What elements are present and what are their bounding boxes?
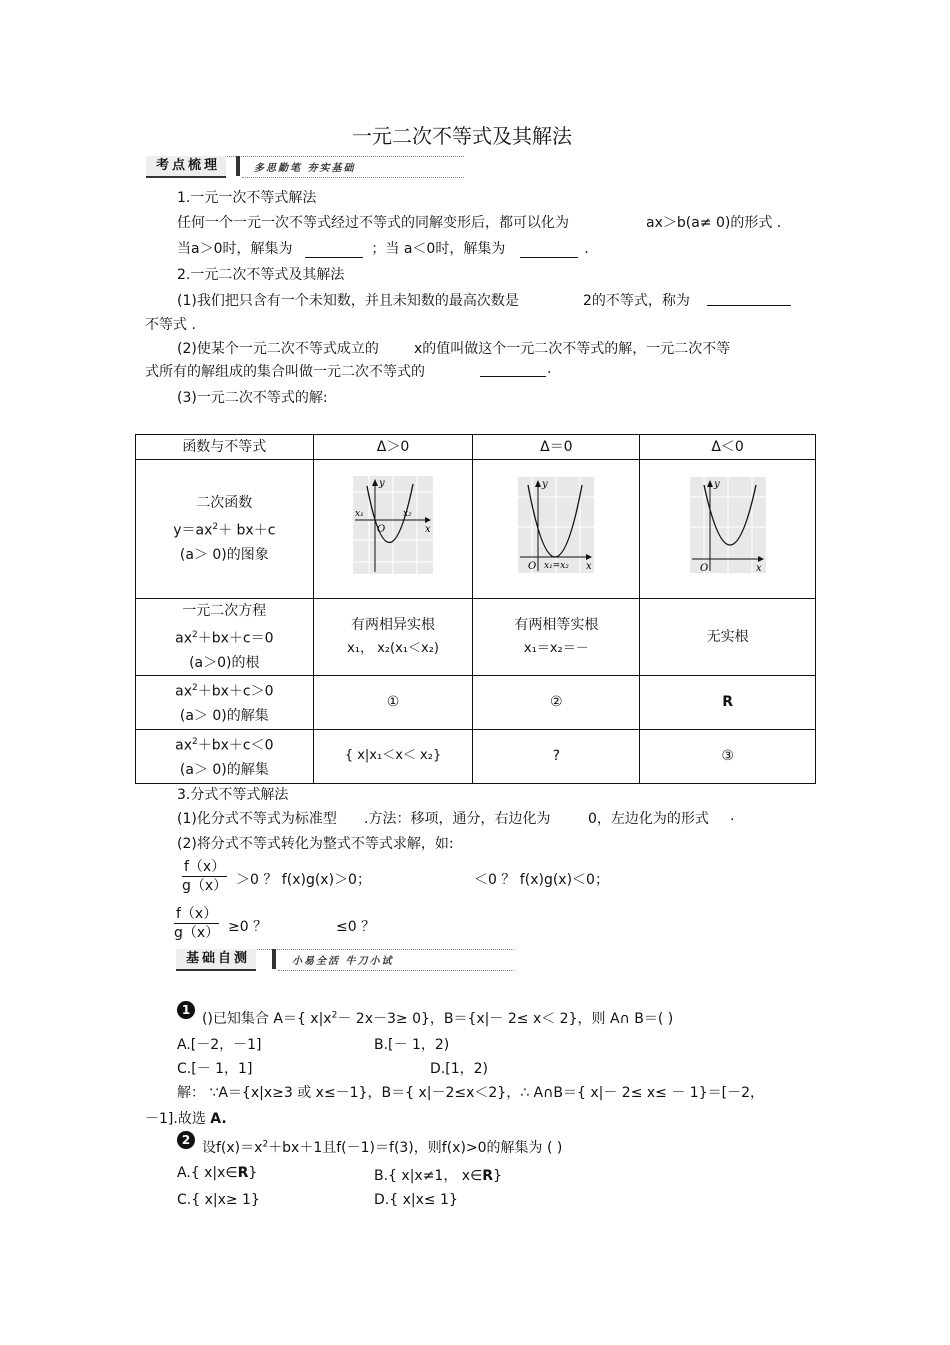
cell-line: (a＞ 0)的解集 xyxy=(179,761,269,778)
fraction-numerator: f（x） xyxy=(184,859,226,875)
q1-solution-line2 xyxy=(145,1108,227,1128)
s3-expr4: ≤0 ？ xyxy=(336,919,376,935)
q2-stem xyxy=(202,1137,562,1157)
table-cell-graph-zero xyxy=(473,460,640,599)
s2-p2c: 式所有的解组成的集合叫做一元二次不等式的 xyxy=(145,364,425,380)
s2-p2d: . xyxy=(547,361,552,377)
section-banner-jichu xyxy=(176,949,514,971)
table-cell-roots-zero xyxy=(473,599,640,676)
fraction-denominator: g（x） xyxy=(174,925,220,941)
table-cell-equation xyxy=(136,599,314,676)
parabola-graph-no-root xyxy=(690,477,766,573)
q2-stem-a: 设f(x)＝x xyxy=(202,1140,263,1156)
s1-line2-b: ；当 a＜0时，解集为 xyxy=(371,241,506,257)
s1-heading: 1.一元一次不等式解法 xyxy=(177,190,317,206)
q1-option-c: C.[－ 1，1] xyxy=(177,1061,253,1077)
s3-heading: 3.分式不等式解法 xyxy=(177,787,289,803)
cell-text: ＋bx＋c＝0 xyxy=(197,630,274,647)
fraction-fg xyxy=(174,905,219,942)
table-header-cell: Δ＝0 xyxy=(473,435,640,460)
banner-bottom-rule xyxy=(278,970,514,971)
table-header-cell: Δ＜0 xyxy=(640,435,816,460)
banner-subtitle: 小易全活 牛刀小试 xyxy=(292,956,394,967)
s1-line2-a: 当a＞0时，解集为 xyxy=(177,241,293,257)
s3-expr3: ≥0 ？ xyxy=(228,919,268,935)
cell-line: 有两相等实根 xyxy=(514,616,599,633)
fraction-numerator: f（x） xyxy=(176,906,218,922)
table-cell-gt xyxy=(136,675,314,729)
q2-option-text: } xyxy=(493,1168,502,1184)
table-cell-lt-pos: { x|x₁＜x＜ x₂} xyxy=(313,729,473,783)
cell-line: (a＞0)的根 xyxy=(189,654,260,671)
s2-p1c: 不等式 . xyxy=(145,317,196,333)
table-header-cell: Δ＞0 xyxy=(313,435,473,460)
q2-option-text: A.{ x|x∈ xyxy=(177,1165,238,1181)
graph-label-x2: x₂ xyxy=(403,509,412,519)
graph-label-y: y xyxy=(379,478,385,489)
page-title: 一元二次不等式及其解法 xyxy=(352,124,572,148)
table-row-gt xyxy=(136,675,816,729)
table-cell-graph-neg xyxy=(640,460,816,599)
banner-bar xyxy=(236,156,240,176)
s2-p1b: 2的不等式，称为 xyxy=(583,293,690,309)
cell-line: 二次函数 xyxy=(196,495,253,512)
q1-solution-text: －1].故选 xyxy=(145,1111,206,1127)
table-header-cell: 函数与不等式 xyxy=(136,435,314,460)
q2-option-text: B.{ x|x≠1， x∈ xyxy=(374,1168,483,1184)
cell-line xyxy=(136,515,313,543)
cell-line xyxy=(136,676,313,704)
s3-p1a: (1)化分式不等式为标准型 xyxy=(177,811,337,827)
parabola-graph-one-root xyxy=(518,477,594,573)
cell-line: x₁， x₂(x₁＜x₂) xyxy=(347,640,439,656)
q1-option-d: D.[1，2) xyxy=(430,1061,488,1077)
q2-option-bold: R xyxy=(237,1165,249,1181)
fraction-denominator: g（x） xyxy=(182,878,228,894)
table-row-lt xyxy=(136,729,816,783)
question-number-badge: 2 xyxy=(177,1131,195,1149)
graph-label-x1x2: x₁=x₂ xyxy=(544,561,570,571)
table-cell-lt xyxy=(136,729,314,783)
s2-p2b: x的值叫做这个一元二次不等式的解，一元二次不等 xyxy=(414,341,731,357)
cell-text: ＋bx＋c＞0 xyxy=(197,683,274,700)
superscript: 2 xyxy=(212,522,219,533)
graph-label-x: x xyxy=(586,561,592,572)
graph-label-o: O xyxy=(377,524,386,535)
s3-p2: (2)将分式不等式转化为整式不等式求解，如: xyxy=(177,836,454,852)
answer-blank xyxy=(707,291,791,306)
s1-line1b: ax＞b(a≠ 0)的形式 . xyxy=(646,215,782,231)
section-banner-kaodian xyxy=(146,156,464,178)
superscript: 2 xyxy=(191,683,198,694)
graph-label-o: O xyxy=(528,561,537,572)
superscript: 2 xyxy=(191,630,198,640)
table-cell-graph-pos xyxy=(313,460,473,599)
graph-label-y: y xyxy=(542,479,548,490)
q1-stem-a: ()已知集合 A＝{ x|x xyxy=(202,1011,332,1027)
table-cell-gt-zero: ② xyxy=(473,675,640,729)
cell-line: (a＞ 0)的解集 xyxy=(179,707,269,724)
cell-line: (a＞ 0)的图象 xyxy=(179,546,269,563)
answer-blank xyxy=(520,243,578,258)
cell-text: ＋bx＋c＜0 xyxy=(197,737,274,754)
s3-p1d: . xyxy=(730,808,735,824)
table-row-graph xyxy=(136,460,816,599)
q2-stem-b: ＋bx＋1且f(－1)＝f(3)，则f(x)>0的解集为 ( ) xyxy=(268,1140,563,1156)
banner-bar xyxy=(272,949,276,969)
question-number-badge: 1 xyxy=(177,1001,195,1019)
table-cell-lt-zero: ? xyxy=(473,729,640,783)
q2-option-d: D.{ x|x≤ 1} xyxy=(374,1192,458,1208)
s2-p3: (3)一元二次不等式的解: xyxy=(177,390,328,406)
s3-p1b: .方法：移项，通分，右边化为 xyxy=(364,811,551,827)
cell-line: 有两相异实根 xyxy=(351,616,436,633)
s3-expr1: ＞0 ？ f(x)g(x)＞0； xyxy=(236,872,371,888)
table-cell-lt-neg: ③ xyxy=(640,729,816,783)
banner-label: 基础自测 xyxy=(176,949,256,971)
s1-line2-c: . xyxy=(584,241,589,257)
s1-line1: 任何一个一元一次不等式经过不等式的同解变形后，都可以化为 xyxy=(177,215,569,231)
answer-blank xyxy=(305,243,363,258)
cell-text: ax xyxy=(175,737,192,754)
s2-p2a: (2)使某个一元二次不等式成立的 xyxy=(177,341,379,357)
q1-answer: A. xyxy=(210,1111,227,1127)
cell-text: y＝ax xyxy=(173,522,213,539)
q1-stem xyxy=(202,1008,673,1028)
table-cell-roots-pos xyxy=(313,599,473,676)
table-header-row xyxy=(136,435,816,460)
s3-p1c: 0，左边化为的形式 xyxy=(588,811,709,827)
table-cell-roots-neg: 无实根 xyxy=(640,599,816,676)
s2-p1a: (1)我们把只含有一个未知数，并且未知数的最高次数是 xyxy=(177,293,519,309)
table-cell-gt-neg: R xyxy=(640,675,816,729)
s1-line2 xyxy=(177,238,589,258)
cell-text: ax xyxy=(175,683,192,700)
q2-option-a xyxy=(177,1165,257,1181)
table-cell-function xyxy=(136,460,314,599)
parabola-graph-two-roots xyxy=(353,476,433,574)
banner-subtitle: 多思勤笔 夯实基础 xyxy=(254,163,356,174)
graph-label-x1: x₁ xyxy=(355,509,364,519)
graph-label-y: y xyxy=(713,479,720,490)
q2-option-text: } xyxy=(248,1165,258,1181)
table-row-roots xyxy=(136,599,816,676)
banner-bottom-rule xyxy=(242,177,464,178)
answer-blank xyxy=(480,362,546,377)
q1-stem-b: － 2x－3≥ 0}，B＝{x|－ 2≤ x＜ 2}，则 A∩ B＝( ) xyxy=(337,1011,674,1027)
cell-text: ax xyxy=(175,630,192,647)
s2-heading: 2.一元二次不等式及其解法 xyxy=(177,267,345,283)
q2-option-bold: R xyxy=(482,1168,494,1184)
cell-line xyxy=(136,730,313,758)
cell-line: x₁＝x₂＝－ xyxy=(523,640,589,656)
q1-solution-line1: 解： ∵A＝{x|x≥3 或 x≤－1}，B＝{ x|－2≤x＜2}，∴ A∩B＝{ x|－ 2≤ x≤ － 1}＝[－2， xyxy=(177,1085,764,1101)
s3-expr2: ＜0 ？ f(x)g(x)＜0； xyxy=(474,872,609,888)
superscript: 2 xyxy=(262,1139,269,1150)
table-cell-gt-pos: ① xyxy=(313,675,473,729)
graph-label-x: x xyxy=(755,563,762,573)
banner-label: 考点梳理 xyxy=(146,156,226,178)
quadratic-table xyxy=(135,434,816,784)
q2-option-c: C.{ x|x≥ 1} xyxy=(177,1192,260,1208)
superscript: 2 xyxy=(191,737,198,748)
fraction-fg xyxy=(182,858,227,895)
q1-option-a: A.[－2，－1] xyxy=(177,1037,262,1053)
q2-option-b xyxy=(374,1165,502,1185)
cell-line: 一元二次方程 xyxy=(182,603,267,619)
q1-option-b: B.[－ 1，2) xyxy=(374,1037,450,1053)
graph-label-o: O xyxy=(699,563,708,573)
cell-text: ＋ bx＋c xyxy=(218,522,276,539)
graph-label-x: x xyxy=(425,524,431,535)
superscript: 2 xyxy=(331,1010,338,1021)
cell-line xyxy=(136,623,313,651)
